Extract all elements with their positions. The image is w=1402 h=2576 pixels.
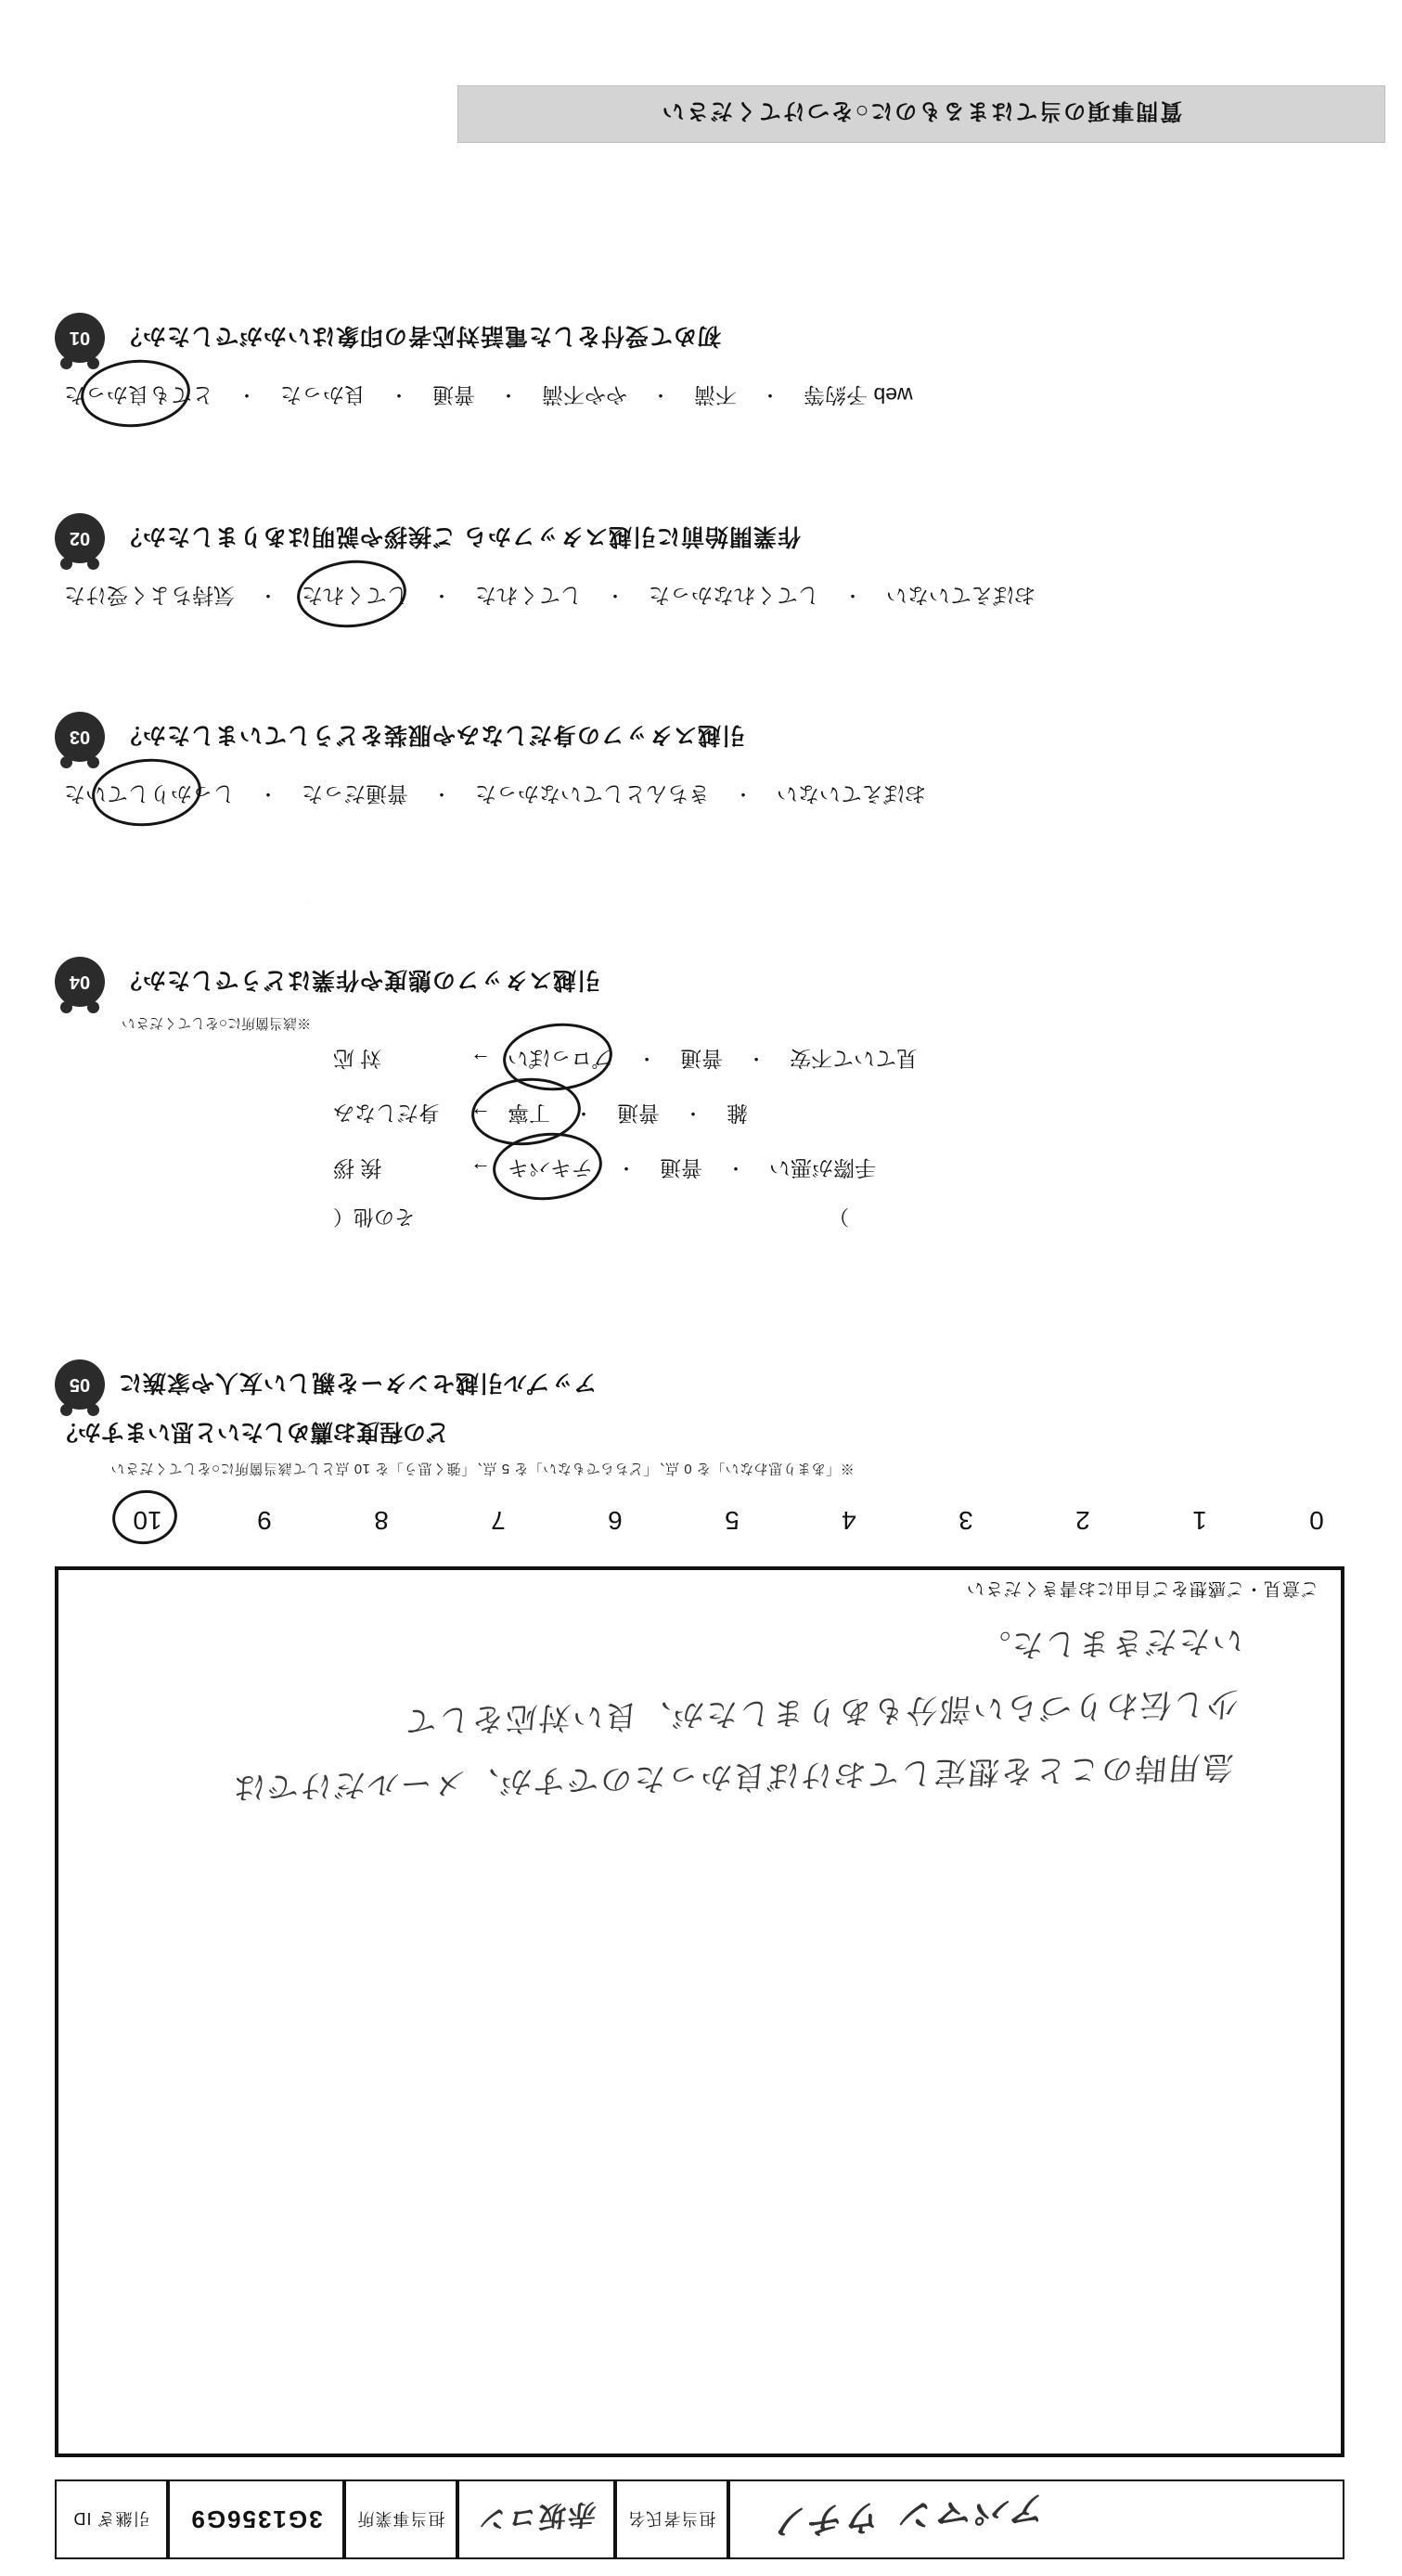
question-04-row-3-option-2[interactable]: 普通	[680, 1047, 724, 1071]
separator: ・	[238, 384, 256, 405]
header-staff-label: 担当者氏名	[615, 2479, 728, 2559]
separator: ・	[574, 1102, 593, 1123]
header-id-value: 3G1356G9	[168, 2479, 344, 2559]
scale-option-7[interactable]: 7	[491, 1506, 506, 1535]
question-04-row-1-option-2[interactable]: 普通	[660, 1156, 702, 1180]
question-04-row-2	[55, 1094, 1344, 1136]
scale-option-5[interactable]: 5	[725, 1506, 740, 1535]
question-03-option-1[interactable]: しっかりしていた	[55, 775, 244, 817]
question-04-other-blank[interactable]	[422, 1204, 821, 1232]
question-block-05	[55, 1359, 1344, 1479]
question-02-option-1[interactable]: 気持ちよく受けた	[64, 584, 235, 608]
question-block-04	[55, 957, 1344, 1249]
question-block-01	[55, 313, 1344, 432]
question-03-option-4[interactable]: おぼえていない	[777, 782, 926, 806]
question-01-option-2[interactable]: 良かった	[280, 383, 366, 407]
scale-option-4[interactable]: 4	[842, 1506, 856, 1535]
scale-option-6[interactable]: 6	[608, 1506, 623, 1535]
comment-line-1: 急用時のことを想定しておけば良かったのですが、メールだけでは	[230, 1747, 1235, 1806]
separator: ・	[606, 585, 624, 605]
header-store-handwriting: 赤坂コン	[457, 2479, 615, 2559]
question-02-option-5[interactable]: おぼえていない	[886, 584, 1035, 608]
question-04-other-label: その他（	[333, 1205, 416, 1229]
scale-option-3[interactable]: 3	[958, 1506, 973, 1535]
question-04-row-2-option-2[interactable]: 普通	[617, 1101, 660, 1126]
question-04-row-2-label: 身だしなみ	[333, 1101, 440, 1126]
question-02-option-3[interactable]: してくれた	[475, 584, 582, 608]
separator: ・	[651, 384, 670, 405]
arrow-icon: →	[470, 1103, 491, 1127]
separator: ・	[637, 1048, 657, 1068]
separator: ・	[617, 1157, 636, 1178]
separator: ・	[761, 384, 779, 405]
arrow-icon: →	[470, 1158, 491, 1182]
separator: ・	[432, 585, 451, 605]
comment-label: ご意見・ご感想をご自由にお書きください	[965, 1578, 1318, 1598]
comment-line-3: いただきました。	[974, 1620, 1246, 1665]
scale-option-8[interactable]: 8	[374, 1506, 389, 1535]
question-04-row-3	[55, 1039, 1344, 1081]
question-block-02	[55, 513, 1344, 633]
separator: ・	[727, 1157, 745, 1178]
question-01-option-5[interactable]: 不満	[694, 383, 737, 407]
question-04-row-1-option-1[interactable]: テキパキ	[498, 1149, 602, 1191]
separator: ・	[390, 384, 408, 405]
question-03-badge: 03	[55, 712, 105, 762]
question-04-note: ※該当箇所に○をしてください	[122, 1015, 312, 1031]
question-05-text: アップル引越センターを親しい友人や家族に	[118, 1370, 598, 1396]
question-03-text: 引越スタッフの身だしなみや服装をどうしていましたか？	[118, 722, 746, 748]
question-01-text: 初めて受付をした電話対応者の印象はいかがでしたか？	[118, 323, 722, 349]
question-05-note: ※「あまり思わない」を 0 点、「どちらでもない」を 5 点、「強く思う」を 10 点として該当箇所に○をしてください	[110, 1461, 855, 1476]
question-04-row-1-option-3[interactable]: 手際が悪い	[769, 1156, 876, 1180]
separator: ・	[259, 783, 277, 804]
arrow-icon: →	[470, 1049, 491, 1073]
header-store-label: 担当事業所	[344, 2479, 457, 2559]
question-04-text: 引越スタッフの態度や作業はどうでしたか？	[118, 967, 601, 993]
instruction-bar-text: 質問事項の当てはまるものに○をつけてください	[660, 98, 1183, 124]
question-02-text: 作業開始前に引越スタッフから ご挨拶や説明はありましたか？	[118, 523, 801, 549]
scale-option-2[interactable]: 2	[1075, 1506, 1090, 1535]
question-01-option-3[interactable]: 普通	[432, 383, 475, 407]
question-05-badge: 05	[55, 1359, 105, 1410]
question-01-option-6[interactable]: web 予約等	[804, 383, 913, 407]
separator: ・	[843, 585, 862, 605]
question-04-row-3-option-1[interactable]: プロっぽい	[498, 1039, 623, 1081]
comment-box	[55, 1566, 1344, 2457]
separator: ・	[684, 1102, 702, 1123]
question-04-row-1	[55, 1149, 1344, 1191]
scale-option-0[interactable]: 0	[1309, 1506, 1324, 1535]
separator: ・	[432, 783, 451, 804]
question-02-option-2[interactable]: してくれた	[292, 576, 418, 618]
comment-handwriting	[90, 1608, 1247, 1822]
separator: ・	[499, 384, 518, 405]
scale-option-9[interactable]: 9	[257, 1506, 272, 1535]
question-04-row-3-option-3[interactable]: 見ていて不安	[790, 1047, 919, 1071]
scale-option-10[interactable]: 10	[120, 1505, 175, 1535]
separator: ・	[259, 585, 277, 605]
header-strip	[55, 2479, 1344, 2559]
header-staff-handwriting: アパマン ウチノ	[728, 2479, 1344, 2559]
question-02-options	[55, 576, 1344, 618]
question-04-other-row	[55, 1204, 1344, 1232]
question-03-option-3[interactable]: きちんとしていなかった	[475, 782, 710, 806]
question-block-03	[55, 712, 1344, 831]
question-04-other-close: ）	[829, 1205, 850, 1229]
question-04-row-3-label: 対 応	[333, 1047, 382, 1071]
comment-line-2: 少し伝わりづらい部分もありましたが、良い対応をして	[402, 1684, 1241, 1740]
rating-scale	[120, 1505, 1344, 1535]
question-04-row-2-option-3[interactable]: 雑	[727, 1101, 748, 1126]
separator: ・	[747, 1048, 766, 1068]
question-04-badge: 04	[55, 957, 105, 1007]
scale-option-1[interactable]: 1	[1192, 1506, 1207, 1535]
question-03-options	[55, 775, 1344, 817]
question-04-row-2-option-1[interactable]: 丁寧	[498, 1094, 560, 1136]
question-02-option-4[interactable]: してくれなかった	[649, 584, 819, 608]
question-05-text-line2: どの程度お薦めしたいと思いますか？	[55, 1419, 450, 1445]
header-id-label: 引継ぎ ID	[55, 2479, 168, 2559]
question-01-option-4[interactable]: やや不満	[542, 383, 627, 407]
question-01-options	[55, 376, 1344, 418]
separator: ・	[734, 783, 752, 804]
question-01-badge: 01	[55, 313, 105, 363]
instruction-bar	[457, 85, 1385, 143]
question-01-option-1[interactable]: とても良かった	[55, 376, 223, 418]
question-03-option-2[interactable]: 普通だった	[302, 782, 408, 806]
question-04-row-1-label: 挨 拶	[333, 1156, 382, 1180]
question-02-badge: 02	[55, 513, 105, 563]
